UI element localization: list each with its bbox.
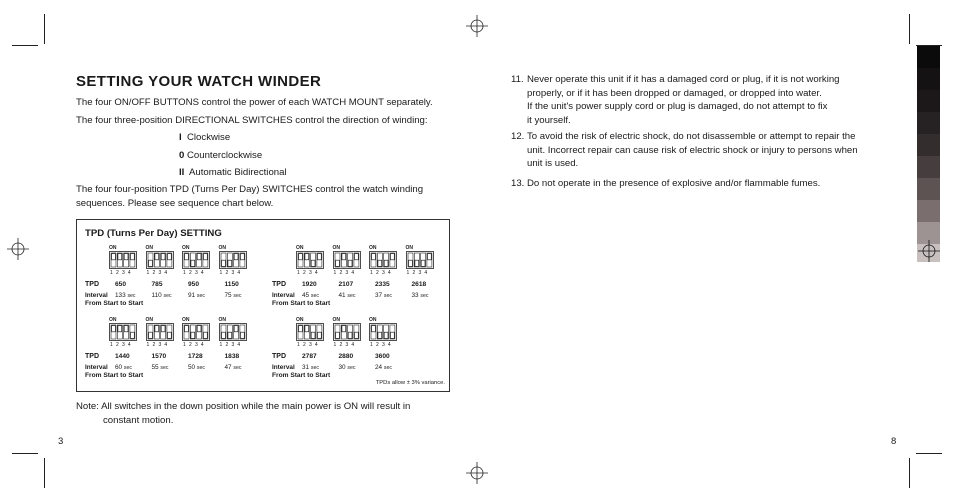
tpd-value: 650 — [115, 281, 127, 288]
dip-switch-icon — [369, 323, 397, 341]
crop-mark — [909, 458, 910, 488]
switch-numbers: 1 2 3 4 — [297, 270, 319, 276]
dip-switch-icon — [333, 323, 361, 341]
color-swatch — [917, 156, 940, 178]
tpd-value: 1150 — [224, 281, 239, 288]
registration-mark-icon — [466, 15, 488, 37]
interval-value: 55 sec — [151, 364, 169, 371]
switch-on-label: ON — [296, 245, 304, 251]
dip-switch-icon — [369, 251, 397, 269]
interval-value: 37 sec — [375, 292, 392, 299]
switch-numbers: 1 2 3 4 — [370, 342, 392, 348]
page-title: SETTING YOUR WATCH WINDER — [76, 73, 322, 90]
switch-on-label: ON — [332, 245, 340, 251]
paragraph-directional-switches: The four three-position DIRECTIONAL SWITCHES control the direction of winding: — [76, 115, 428, 126]
interval-value: 31 sec — [302, 364, 319, 371]
crop-mark — [909, 14, 910, 44]
tpd-value: 1440 — [115, 353, 130, 360]
from-start-label: From Start to Start — [85, 300, 144, 307]
list-item: 12. To avoid the risk of electric shock, do not disassemble or attempt to repair the unit. Incorrect repair can cause risk of electric shock or injury to persons when unit is used. — [511, 131, 858, 169]
switch-on-label: ON — [218, 317, 226, 323]
switch-numbers: 1 2 3 4 — [110, 342, 132, 348]
switch-on-label: ON — [332, 317, 340, 323]
switch-on-label: ON — [369, 317, 377, 323]
switch-on-label: ON — [182, 317, 190, 323]
chart-title: TPD (Turns Per Day) SETTING — [85, 228, 222, 239]
crop-mark — [916, 453, 942, 454]
list-item: 13. Do not operate in the presence of explosive and/or flammable fumes. — [511, 177, 821, 189]
tpd-row-label: TPD — [272, 281, 286, 288]
interval-value: 33 sec — [411, 292, 429, 299]
interval-row-label: Interval — [272, 364, 295, 371]
registration-mark-icon — [466, 462, 488, 484]
tpd-value: 950 — [188, 281, 200, 288]
registration-mark-icon — [918, 240, 940, 262]
dip-switch-icon — [182, 323, 210, 341]
color-swatch — [917, 68, 940, 90]
color-swatch — [917, 112, 940, 134]
tpd-value: 2335 — [375, 281, 390, 288]
interval-value: 24 sec — [375, 364, 392, 371]
color-swatch — [917, 134, 940, 156]
switch-on-label: ON — [145, 245, 153, 251]
interval-value: 41 sec — [338, 292, 356, 299]
switch-numbers: 1 2 3 4 — [183, 270, 205, 276]
interval-value: 60 sec — [115, 364, 132, 371]
paragraph-tpd-line1: The four four-position TPD (Turns Per Day) SWITCHES control the watch winding — [76, 184, 424, 195]
switch-numbers: 1 2 3 4 — [333, 270, 356, 276]
dip-switch-icon — [219, 323, 247, 341]
interval-row-label: Interval — [272, 292, 295, 299]
dip-switch-icon — [296, 323, 324, 341]
switch-on-label: ON — [109, 245, 117, 251]
switch-numbers: 1 2 3 4 — [146, 270, 169, 276]
switch-numbers: 1 2 3 4 — [333, 342, 356, 348]
color-swatch — [917, 46, 940, 68]
from-start-label: From Start to Start — [272, 300, 331, 307]
interval-row-label: Interval — [85, 364, 108, 371]
tpd-value: 1920 — [302, 281, 317, 288]
color-swatch — [917, 200, 940, 222]
switch-on-label: ON — [145, 317, 153, 323]
crop-mark — [44, 14, 45, 44]
tpd-value: 2618 — [411, 281, 427, 288]
direction-counterclockwise: 0 Counterclockwise — [179, 150, 263, 161]
interval-value: 133 sec — [115, 292, 136, 299]
dip-switch-icon — [146, 323, 174, 341]
switch-numbers: 1 2 3 4 — [110, 270, 132, 276]
interval-value: 47 sec — [224, 364, 242, 371]
interval-value: 91 sec — [188, 292, 205, 299]
switch-on-label: ON — [109, 317, 117, 323]
switch-on-label: ON — [218, 245, 226, 251]
paragraph-tpd-line2: sequences. Please see sequence chart below. — [76, 198, 274, 209]
from-start-label: From Start to Start — [85, 372, 144, 379]
interval-row-label: Interval — [85, 292, 108, 299]
page-number-left: 3 — [58, 436, 64, 447]
interval-value: 50 sec — [188, 364, 205, 371]
switch-on-label: ON — [182, 245, 190, 251]
switch-numbers: 1 2 3 4 — [219, 342, 242, 348]
interval-value: 110 sec — [151, 292, 172, 299]
switch-numbers: 1 2 3 4 — [219, 270, 242, 276]
note-line1: Note: All switches in the down position while the main power is ON will result in — [76, 401, 411, 412]
tpd-value: 2880 — [338, 353, 354, 360]
interval-value: 45 sec — [302, 292, 319, 299]
dip-switch-icon — [182, 251, 210, 269]
tpd-value: 1838 — [224, 353, 240, 360]
direction-bidirectional: II Automatic Bidirectional — [179, 167, 287, 178]
direction-clockwise: I Clockwise — [179, 132, 231, 143]
tpd-value: 2787 — [302, 353, 317, 360]
dip-switch-icon — [406, 251, 434, 269]
tpd-row-label: TPD — [272, 353, 286, 360]
tpd-value: 3600 — [375, 353, 390, 360]
crop-mark — [12, 453, 38, 454]
tpd-value: 785 — [151, 281, 163, 288]
tpd-value: 1570 — [151, 353, 167, 360]
interval-value: 75 sec — [224, 292, 242, 299]
interval-value: 30 sec — [338, 364, 356, 371]
crop-mark — [44, 458, 45, 488]
list-item: 11. Never operate this unit if it has a damaged cord or plug, if it is not working properly, or if it has been dropped or damaged, or dropped into water. If the unit's power supply cord or plug is damaged, do not attempt to fix it yourself. — [511, 74, 840, 126]
safety-list — [511, 73, 891, 190]
color-swatch — [917, 90, 940, 112]
dip-switch-icon — [109, 251, 137, 269]
tpd-row-label: TPD — [85, 353, 99, 360]
registration-mark-icon — [7, 238, 29, 260]
switch-numbers: 1 2 3 4 — [297, 342, 319, 348]
switch-on-label: ON — [296, 317, 304, 323]
tpd-row-label: TPD — [85, 281, 99, 288]
switch-numbers: 1 2 3 4 — [146, 342, 169, 348]
from-start-label: From Start to Start — [272, 372, 331, 379]
switch-numbers: 1 2 3 4 — [406, 270, 429, 276]
switch-numbers: 1 2 3 4 — [370, 270, 392, 276]
crop-mark — [12, 45, 38, 46]
switch-on-label: ON — [405, 245, 413, 251]
switch-numbers: 1 2 3 4 — [183, 342, 205, 348]
paragraph-on-off-buttons: The four ON/OFF BUTTONS control the power of each WATCH MOUNT separately. — [76, 97, 433, 108]
dip-switch-icon — [146, 251, 174, 269]
tpd-setting-chart — [76, 219, 450, 392]
page-number-right: 8 — [891, 436, 897, 447]
dip-switch-icon — [109, 323, 137, 341]
switch-on-label: ON — [369, 245, 377, 251]
dip-switch-icon — [333, 251, 361, 269]
note-line2: constant motion. — [103, 415, 174, 426]
chart-footnote: TPDs allow ± 3% variance. — [375, 380, 445, 386]
dip-switch-icon — [219, 251, 247, 269]
tpd-value: 2107 — [338, 281, 354, 288]
color-swatch — [917, 178, 940, 200]
dip-switch-icon — [296, 251, 324, 269]
tpd-value: 1728 — [188, 353, 203, 360]
